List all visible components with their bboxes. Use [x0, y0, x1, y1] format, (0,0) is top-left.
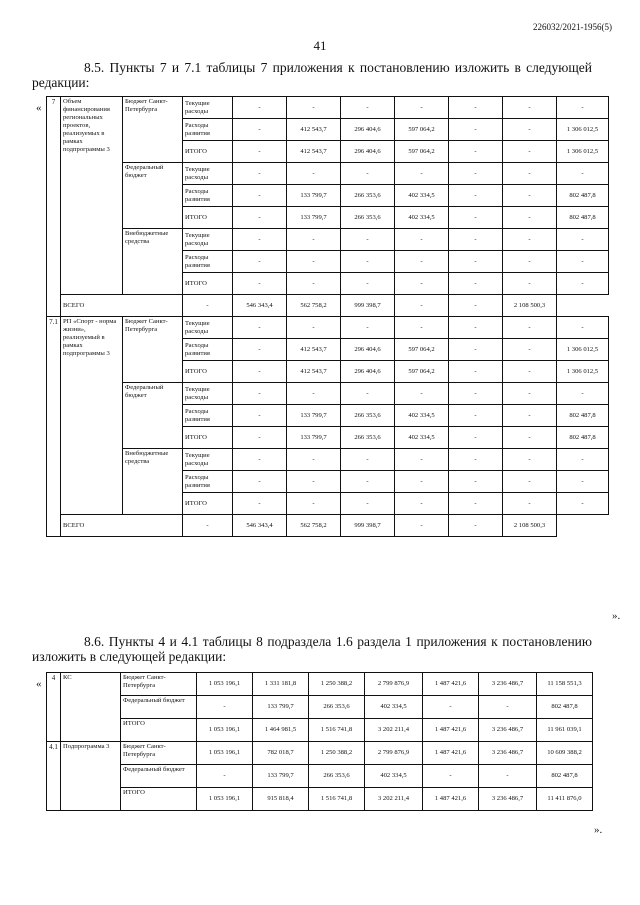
value-cell: 1 487 421,6: [423, 742, 479, 765]
value-cell: 597 064,2: [395, 141, 449, 163]
value-cell: 133 799,7: [287, 185, 341, 207]
value-cell: -: [503, 97, 557, 119]
value-cell: -: [233, 427, 287, 449]
value-cell: 402 334,5: [395, 427, 449, 449]
close-quote-table8: ».: [594, 824, 603, 836]
expense-type: Текущие расходы: [183, 163, 233, 185]
value-cell: 802 487,8: [557, 207, 609, 229]
value-cell: 1 053 196,1: [197, 742, 253, 765]
total-value-cell: -: [395, 515, 449, 537]
expense-type: Текущие расходы: [183, 317, 233, 339]
value-cell: 11 411 876,0: [537, 788, 593, 811]
value-cell: -: [341, 449, 395, 471]
value-cell: 296 404,6: [341, 339, 395, 361]
value-cell: 597 064,2: [395, 339, 449, 361]
item-name: КС: [61, 673, 121, 742]
value-cell: -: [503, 383, 557, 405]
total-value-cell: 2 108 500,3: [503, 295, 557, 317]
value-cell: 1 516 741,8: [309, 788, 365, 811]
value-cell: -: [341, 471, 395, 493]
value-cell: 1 464 981,5: [253, 719, 309, 742]
value-cell: 296 404,6: [341, 141, 395, 163]
value-cell: 11 961 039,1: [537, 719, 593, 742]
item-name: Подпрограмма 3: [61, 742, 121, 811]
value-cell: -: [341, 383, 395, 405]
value-cell: 296 404,6: [341, 361, 395, 383]
total-value-cell: -: [449, 295, 503, 317]
value-cell: -: [395, 229, 449, 251]
expense-type: Расходы развития: [183, 339, 233, 361]
table-row: [47, 97, 609, 119]
value-cell: -: [197, 765, 253, 788]
value-cell: -: [395, 471, 449, 493]
value-cell: -: [287, 273, 341, 295]
value-cell: -: [503, 361, 557, 383]
value-cell: -: [287, 471, 341, 493]
value-cell: -: [557, 229, 609, 251]
value-cell: -: [557, 163, 609, 185]
value-cell: -: [287, 449, 341, 471]
document-number: 226032/2021-1956(5): [533, 22, 612, 32]
value-cell: 3 236 486,7: [479, 673, 537, 696]
table-row-total: [47, 295, 609, 317]
value-cell: 10 609 388,2: [537, 742, 593, 765]
table-row: [47, 317, 609, 339]
expense-type: Текущие расходы: [183, 449, 233, 471]
funding-source: Федеральный бюджет: [121, 765, 197, 788]
total-label: ВСЕГО: [61, 295, 183, 317]
value-cell: -: [233, 361, 287, 383]
table-row: [47, 673, 593, 696]
value-cell: -: [449, 427, 503, 449]
value-cell: -: [557, 273, 609, 295]
value-cell: -: [395, 383, 449, 405]
value-cell: 1 306 012,5: [557, 141, 609, 163]
table-row: [47, 163, 609, 185]
value-cell: 1 053 196,1: [197, 673, 253, 696]
value-cell: 1 306 012,5: [557, 361, 609, 383]
value-cell: -: [503, 339, 557, 361]
value-cell: -: [503, 185, 557, 207]
value-cell: -: [287, 163, 341, 185]
value-cell: -: [395, 493, 449, 515]
value-cell: 266 353,6: [341, 207, 395, 229]
expense-type: Текущие расходы: [183, 383, 233, 405]
total-value-cell: -: [183, 295, 233, 317]
value-cell: -: [233, 317, 287, 339]
total-value-cell: -: [395, 295, 449, 317]
value-cell: -: [557, 493, 609, 515]
value-cell: -: [287, 97, 341, 119]
funding-source: Федеральный бюджет: [121, 696, 197, 719]
value-cell: 296 404,6: [341, 119, 395, 141]
value-cell: 2 799 876,9: [365, 742, 423, 765]
value-cell: 266 353,6: [341, 427, 395, 449]
value-cell: -: [341, 163, 395, 185]
total-label: ВСЕГО: [61, 515, 183, 537]
value-cell: 266 353,6: [341, 185, 395, 207]
value-cell: 11 158 551,3: [537, 673, 593, 696]
value-cell: -: [449, 251, 503, 273]
value-cell: 266 353,6: [309, 765, 365, 788]
table-row: [47, 449, 609, 471]
close-quote-table7: ».: [612, 610, 621, 622]
page-number: 41: [313, 38, 327, 53]
value-cell: -: [503, 207, 557, 229]
value-cell: -: [449, 207, 503, 229]
expense-type: ИТОГО: [183, 427, 233, 449]
expense-type: ИТОГО: [183, 273, 233, 295]
paragraph-8-6: 8.6. Пункты 4 и 4.1 таблицы 8 подраздела 1.6 раздела 1 приложения к постановлению изложить в следующей редакции:: [32, 634, 592, 664]
value-cell: 1 487 421,6: [423, 673, 479, 696]
value-cell: -: [449, 141, 503, 163]
value-cell: -: [557, 317, 609, 339]
value-cell: -: [449, 361, 503, 383]
value-cell: -: [449, 339, 503, 361]
value-cell: 3 236 486,7: [479, 788, 537, 811]
value-cell: -: [449, 273, 503, 295]
value-cell: -: [503, 229, 557, 251]
item-code: 4: [47, 673, 61, 742]
value-cell: -: [233, 471, 287, 493]
value-cell: 3 202 211,4: [365, 788, 423, 811]
value-cell: -: [395, 317, 449, 339]
table-row: [47, 742, 593, 765]
item-name: Объем финансирования региональных проектов, реализуемых в рамках подпрограммы 3: [61, 97, 123, 295]
value-cell: -: [479, 765, 537, 788]
value-cell: -: [503, 405, 557, 427]
value-cell: -: [557, 383, 609, 405]
value-cell: 597 064,2: [395, 119, 449, 141]
open-quote-table7: «: [36, 102, 42, 114]
value-cell: 3 202 211,4: [365, 719, 423, 742]
value-cell: -: [449, 119, 503, 141]
total-value-cell: 562 758,2: [287, 515, 341, 537]
value-cell: -: [233, 119, 287, 141]
value-cell: 1 053 196,1: [197, 719, 253, 742]
value-cell: 915 818,4: [253, 788, 309, 811]
value-cell: -: [233, 405, 287, 427]
value-cell: -: [233, 273, 287, 295]
value-cell: 1 487 421,6: [423, 719, 479, 742]
value-cell: -: [503, 273, 557, 295]
table-7: [46, 96, 609, 537]
value-cell: 133 799,7: [287, 405, 341, 427]
funding-source: ИТОГО: [121, 788, 197, 811]
value-cell: 266 353,6: [341, 405, 395, 427]
value-cell: 412 543,7: [287, 339, 341, 361]
table-row: [47, 383, 609, 405]
value-cell: -: [449, 383, 503, 405]
value-cell: 133 799,7: [287, 207, 341, 229]
value-cell: -: [557, 97, 609, 119]
expense-type: Расходы развития: [183, 119, 233, 141]
open-quote-table8: «: [36, 678, 42, 690]
value-cell: 412 543,7: [287, 119, 341, 141]
value-cell: 1 516 741,8: [309, 719, 365, 742]
value-cell: 802 487,8: [557, 405, 609, 427]
funding-source: Бюджет Санкт-Петербурга: [121, 673, 197, 696]
value-cell: 133 799,7: [253, 696, 309, 719]
value-cell: -: [449, 449, 503, 471]
item-code: 7.1: [47, 317, 61, 537]
value-cell: -: [233, 163, 287, 185]
value-cell: -: [287, 493, 341, 515]
expense-type: Расходы развития: [183, 251, 233, 273]
value-cell: -: [287, 383, 341, 405]
value-cell: -: [503, 251, 557, 273]
value-cell: -: [341, 493, 395, 515]
total-value-cell: 546 343,4: [233, 515, 287, 537]
funding-source: Федеральный бюджет: [123, 163, 183, 229]
total-value-cell: 999 398,7: [341, 295, 395, 317]
value-cell: -: [233, 185, 287, 207]
table-row: [47, 229, 609, 251]
value-cell: 402 334,5: [395, 405, 449, 427]
value-cell: -: [395, 97, 449, 119]
value-cell: -: [341, 251, 395, 273]
value-cell: -: [503, 141, 557, 163]
table-row: [47, 765, 593, 788]
value-cell: 1 053 196,1: [197, 788, 253, 811]
value-cell: -: [341, 317, 395, 339]
expense-type: Расходы развития: [183, 405, 233, 427]
value-cell: 1 306 012,5: [557, 339, 609, 361]
total-value-cell: 546 343,4: [233, 295, 287, 317]
value-cell: 133 799,7: [287, 427, 341, 449]
value-cell: -: [233, 493, 287, 515]
total-value-cell: 562 758,2: [287, 295, 341, 317]
value-cell: -: [233, 207, 287, 229]
value-cell: 412 543,7: [287, 141, 341, 163]
funding-source: ИТОГО: [121, 719, 197, 742]
value-cell: -: [449, 97, 503, 119]
value-cell: 402 334,5: [365, 765, 423, 788]
item-code: 4.1: [47, 742, 61, 811]
table-row: [47, 696, 593, 719]
value-cell: -: [423, 765, 479, 788]
funding-source: Федеральный бюджет: [123, 383, 183, 449]
value-cell: 402 334,5: [365, 696, 423, 719]
funding-source: Бюджет Санкт-Петербурга: [123, 97, 183, 163]
funding-source: Внебюджетные средства: [123, 449, 183, 515]
funding-source: Бюджет Санкт-Петербурга: [121, 742, 197, 765]
expense-type: Текущие расходы: [183, 97, 233, 119]
total-value-cell: -: [183, 515, 233, 537]
table-row: [47, 788, 593, 811]
value-cell: 412 543,7: [287, 361, 341, 383]
value-cell: 402 334,5: [395, 185, 449, 207]
expense-type: ИТОГО: [183, 361, 233, 383]
value-cell: 782 018,7: [253, 742, 309, 765]
value-cell: 802 487,8: [557, 185, 609, 207]
value-cell: -: [503, 471, 557, 493]
value-cell: -: [449, 471, 503, 493]
value-cell: -: [449, 229, 503, 251]
value-cell: 1 331 181,8: [253, 673, 309, 696]
value-cell: 3 236 486,7: [479, 719, 537, 742]
value-cell: -: [557, 471, 609, 493]
value-cell: -: [233, 141, 287, 163]
total-value-cell: -: [449, 515, 503, 537]
value-cell: 402 334,5: [395, 207, 449, 229]
value-cell: -: [395, 449, 449, 471]
value-cell: 802 487,8: [557, 427, 609, 449]
total-value-cell: 999 398,7: [341, 515, 395, 537]
funding-source: Внебюджетные средства: [123, 229, 183, 295]
value-cell: -: [233, 339, 287, 361]
value-cell: -: [449, 185, 503, 207]
value-cell: -: [479, 696, 537, 719]
value-cell: 3 236 486,7: [479, 742, 537, 765]
value-cell: -: [423, 696, 479, 719]
table-8: [46, 672, 593, 811]
value-cell: -: [395, 251, 449, 273]
value-cell: -: [449, 163, 503, 185]
expense-type: ИТОГО: [183, 207, 233, 229]
value-cell: 802 487,8: [537, 765, 593, 788]
value-cell: 1 250 388,2: [309, 742, 365, 765]
value-cell: -: [197, 696, 253, 719]
funding-source: Бюджет Санкт-Петербурга: [123, 317, 183, 383]
value-cell: -: [449, 493, 503, 515]
value-cell: 266 353,6: [309, 696, 365, 719]
value-cell: -: [557, 251, 609, 273]
table-row-total: [47, 515, 609, 537]
value-cell: -: [503, 493, 557, 515]
table-row: [47, 719, 593, 742]
value-cell: -: [503, 119, 557, 141]
value-cell: -: [449, 317, 503, 339]
value-cell: -: [287, 317, 341, 339]
value-cell: -: [233, 251, 287, 273]
paragraph-8-5: 8.5. Пункты 7 и 7.1 таблицы 7 приложения к постановлению изложить в следующей редакции:: [32, 60, 592, 90]
value-cell: -: [449, 405, 503, 427]
expense-type: Расходы развития: [183, 471, 233, 493]
value-cell: -: [395, 163, 449, 185]
value-cell: -: [503, 163, 557, 185]
value-cell: -: [287, 229, 341, 251]
expense-type: Текущие расходы: [183, 229, 233, 251]
value-cell: -: [341, 97, 395, 119]
value-cell: 1 306 012,5: [557, 119, 609, 141]
value-cell: -: [233, 449, 287, 471]
value-cell: -: [503, 317, 557, 339]
value-cell: -: [395, 273, 449, 295]
item-code: 7: [47, 97, 61, 317]
value-cell: -: [287, 251, 341, 273]
value-cell: 2 799 876,9: [365, 673, 423, 696]
value-cell: 597 064,2: [395, 361, 449, 383]
value-cell: -: [341, 273, 395, 295]
value-cell: 133 799,7: [253, 765, 309, 788]
value-cell: 802 487,8: [537, 696, 593, 719]
value-cell: -: [557, 449, 609, 471]
total-value-cell: 2 108 500,3: [503, 515, 557, 537]
value-cell: -: [503, 427, 557, 449]
value-cell: -: [233, 383, 287, 405]
value-cell: -: [341, 229, 395, 251]
value-cell: 1 250 388,2: [309, 673, 365, 696]
value-cell: -: [233, 229, 287, 251]
expense-type: Расходы развития: [183, 185, 233, 207]
value-cell: -: [503, 449, 557, 471]
item-name: РП «Спорт - норма жизни», реализуемый в рамках подпрограммы 3: [61, 317, 123, 515]
expense-type: ИТОГО: [183, 141, 233, 163]
expense-type: ИТОГО: [183, 493, 233, 515]
value-cell: -: [233, 97, 287, 119]
value-cell: 1 487 421,6: [423, 788, 479, 811]
